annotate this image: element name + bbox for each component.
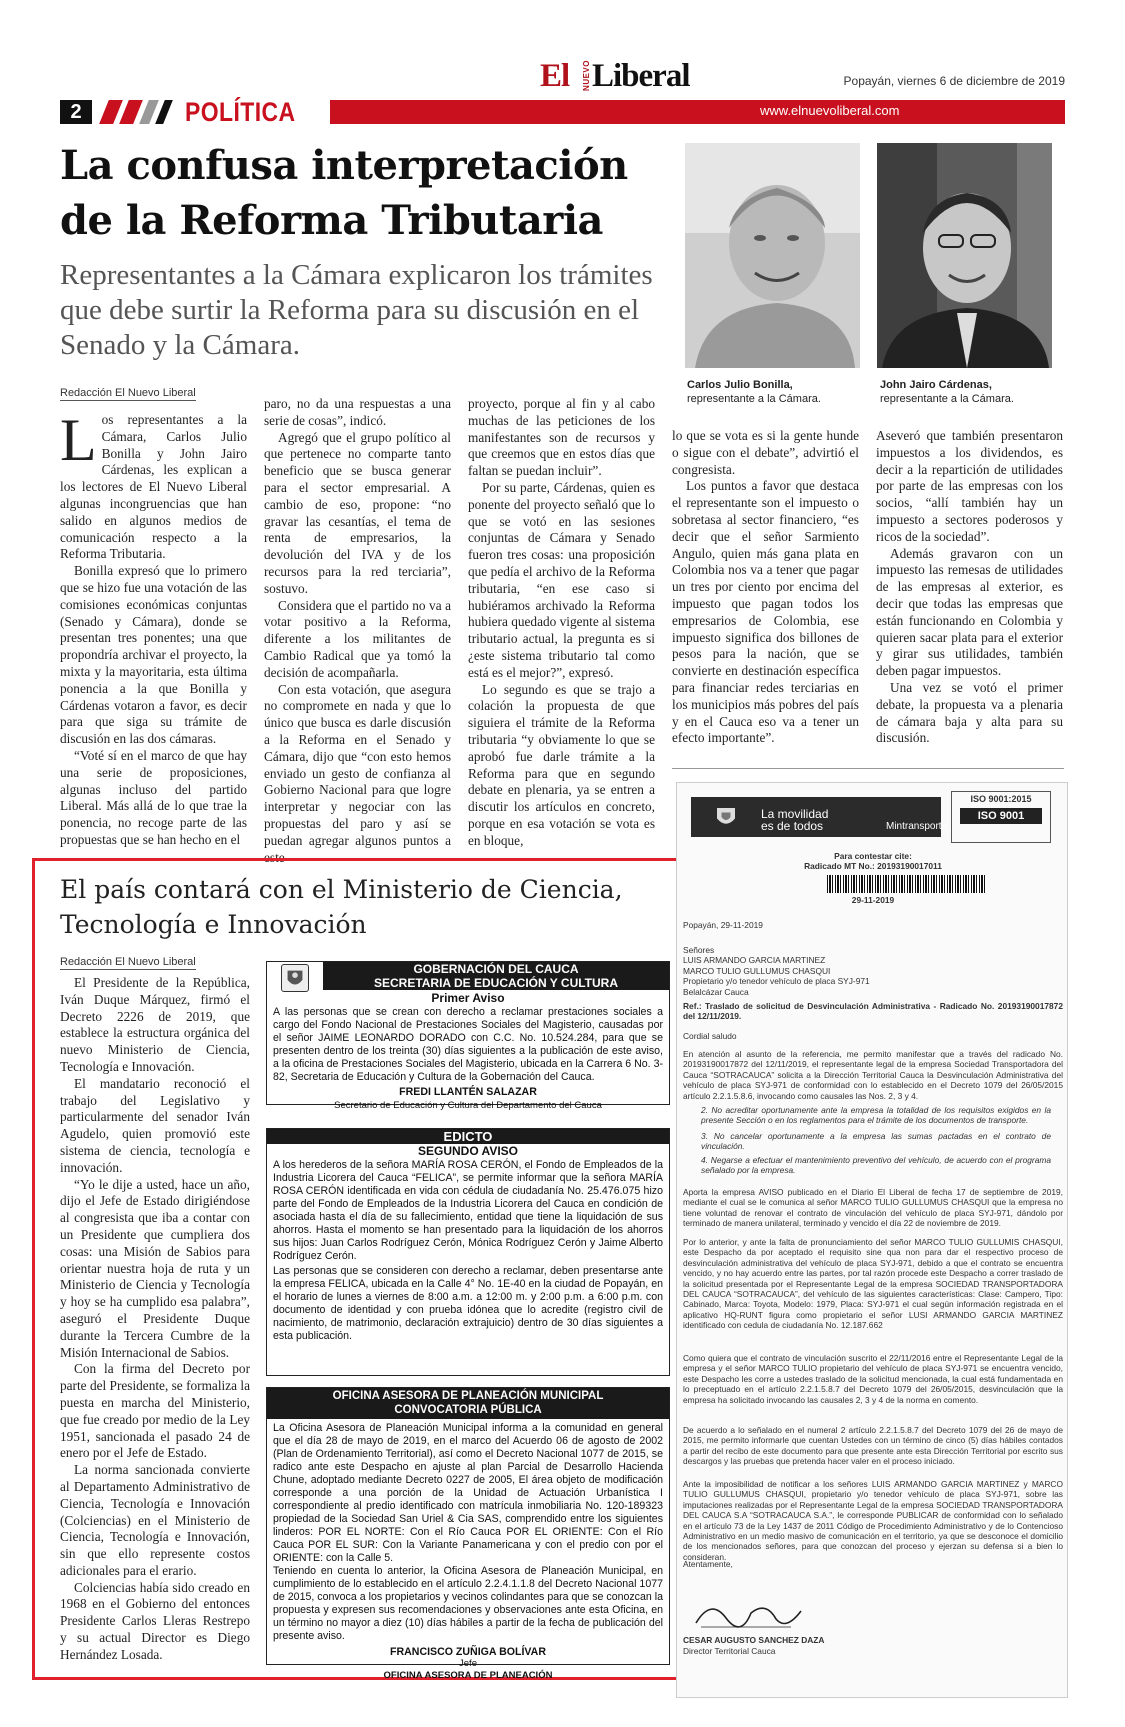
paragraph: Agregó que el grupo político al que pertenece no comparte tanto beneficio que se busca generar para el sector empresarial. A cambio de eso, propone: “no gravar las cesantías, el tema de renta de empresarios, la devolución del IVA y de los recursos para la red terciaria”, sostuvo. xyxy=(264,429,451,596)
notice-body: Teniendo en cuenta lo anterior, la Oficina Asesora de Planeación Municipal, en cumplimiento de lo establecido en el artículo 2.2.4.1.1.8 del Decreto Nacional 1077 de 2015, convoca a los propietarios y vecinos colindantes para que se conozcan la propuesta y expresen sus recomendaciones y observaciones ante esta Oficina, en un término no mayor a diez (10) días hábiles a partir de la fecha de publicación del presente aviso. xyxy=(273,1565,663,1642)
paragraph xyxy=(60,407,247,563)
notice-gobernacion xyxy=(266,961,670,1111)
paragraph: paro, no da una respuestas a una serie de cosas”, indicó. xyxy=(264,396,451,428)
paragraph: Los puntos a favor que destaca el representante son el impuesto o sobretasa al sector financiero, “es decir que el señor Sarmiento Angulo, quien más gana plata en Colombia nos va a tener que pagar un tres por ciento por encima del impuesto que pagan todos los empresarios de Colombia, ese impuesto significa dos billones de pesos para la nación, que se convierte en destinación específica para financiar redes terciarias en los municipios más pobres del país y en el Cauca eso va a tener un efecto importante”. xyxy=(672,478,859,746)
ministry-name: Mintransporte xyxy=(886,821,948,832)
paragraph-text: os representantes a la Cámara, Carlos Julio Bonilla y John Jairo Cárdenas, les explican a los lectores de El Nuevo Liberal algunas incongruencias que han salido en algunos medios de comunicación respecto a la Reforma Tributaria. xyxy=(60,412,247,562)
paragraph: Considera que el partido no va a votar positivo a la Reforma, diferente a los militantes de Cambio Radical que ya tomó la decisión de acompañarla. xyxy=(264,597,451,680)
letter-list-item: 3. No cancelar oportunamente a la empresa las sumas pactadas en el contrato de vinculación. xyxy=(701,1131,1051,1152)
signer-role: Director Territorial Cauca xyxy=(683,1646,776,1656)
paragraph: Colciencias había sido creado en 1968 en el Gobierno del entonces Presidente Carlos Lleras Restrepo y su actual Director es Diego Hernández Losada. xyxy=(60,1579,250,1662)
paragraph: Bonilla expresó que lo primero que se hizo fue una votación de las comisiones económicas conjuntas (Senado y Cámara), donde se presentan tres ponentes; una que propondría archivar el proyecto, la mixta y la mayoritaria, esta última ponencia a la que Bonilla y Cárdenas votaron a favor, es decir para que siga su trámite de discusión en las dos cámaras. xyxy=(60,563,247,747)
signature-image xyxy=(691,1593,811,1633)
slogan-line: es de todos xyxy=(761,819,824,833)
iso-label: ISO 9001:2015 xyxy=(970,794,1032,804)
notice-signer: FRANCISCO ZUÑIGA BOLÍVAR xyxy=(390,1646,546,1658)
notice-body: A los herederos de la señora MARÍA ROSA CERÓN, el Fondo de Empleados de la Industria Licorera del Cauca “FELICA”, se permite informar que la señora MARÍA ROSA CERÓN identificada en vida con cédula de ciudadanía No. 25.476.075 hizo parte del Fondo de Empleados de la Industria Licorera del Cauca en condición de asociada hasta el día de su fallecimiento, entidad que tiene la liquidación de sus ahorros. Hasta el momento se han presentado para la liquidación de los ahorros sus hijos: Juan Carlos Rodríguez Cerón, Mónica Rodríguez Cerón y Jaime Alberto Rodríguez Cerón. xyxy=(273,1159,663,1262)
portrait-image xyxy=(877,143,1052,368)
notice-signer-office: OFICINA ASESORA DE PLANEACIÓN xyxy=(383,1670,553,1681)
article1-column-4 xyxy=(672,428,859,747)
radicado-date: 29-11-2019 xyxy=(851,895,895,905)
notice-signer: FREDI LLANTÉN SALAZAR xyxy=(399,1086,537,1098)
notice-header: GOBERNACIÓN DEL CAUCA xyxy=(323,962,669,976)
caption-name: John Jairo Cárdenas, xyxy=(880,379,992,391)
notice-header: OFICINA ASESORA DE PLANEACIÓN MUNICIPAL xyxy=(267,1388,669,1403)
letter-list-item: 2. No acreditar oportunamente ante la empresa la totalidad de los requisitos exigidos en la presente Sección o en los reglamentos para el trámite de los documentos de transporte. xyxy=(701,1105,1051,1126)
iso-label: ISO 9001 xyxy=(960,808,1042,824)
article1-column-5 xyxy=(876,428,1063,747)
notice-signer-role: Secretario de Educación y Cultura del Departamento del Cauca xyxy=(334,1100,602,1111)
paragraph: Además gravaron con un impuesto las remesas de utilidades de las empresas al exterior, es decir que todas las empresas que están funcionando en Colombia y quieren sacar plata para el exterior y girar sus utilidades, también deben pagar impuestos. xyxy=(876,545,1063,679)
addressee: Señores LUIS ARMANDO GARCIA MARTINEZ MARCO TULIO GULLUMUS CHASQUI Propietario y/o tenedor vehículo de placa SYJ-971 Belalcázar Cauca xyxy=(683,945,870,997)
byline: Redacción El Nuevo Liberal xyxy=(60,387,196,399)
letter-paragraph: Como quiera que el contrato de vinculación suscrito el 22/11/2016 entre el Representante Legal de la empresa y el señor MARCO TULIO propietario del vehículo de placa SYJ-971 se encuentra vencido, este Despacho les corre a ustedes traslado de la solicitud mencionada, la cual está fundamentada en lo preceptuado en el artículo 2.2.1.5.8.7 del Decreto 1079 del 26/05/2015, desvinculación que la empresa ha solicitado invocando las causales 2, 3 y 4 de la norma en comento. xyxy=(683,1353,1063,1405)
article1-column-1 xyxy=(60,407,247,849)
paragraph: “Yo le dije a usted, hace un año, dijo el Jefe de Estado dirigiéndose al congresista que iba a contar con un Presidente que cumpliera dos cosas: una Misión de Sabios para orientar nuestra hoja de ruta y un Ministerio de Ciencia y Tecnología y hoy se ha cumplido esa palabra”, aseguró el Presidente Duque durante la Tercera Cumbre de la Misión Internacional de Sabios. xyxy=(60,1176,250,1360)
photo-caption-1 xyxy=(687,378,862,406)
paragraph: lo que se vota es si la gente hunde o sigue con el debate”, advirtió el congresista. xyxy=(672,428,859,477)
paragraph: El mandatario reconoció el trabajo del Legislativo y particularmente del senador Iván Agudelo, quien promovió este sistema de ciencia, tecnología e innovación. xyxy=(60,1075,250,1175)
iso-certification-badge xyxy=(951,791,1051,843)
paragraph: Una vez se votó el primer debate, la propuesta va a plenaria de cámara baja y alta para su discusión. xyxy=(876,679,1063,746)
notice-header: EDICTO xyxy=(267,1129,669,1144)
drop-cap: L xyxy=(60,407,97,473)
letter-paragraph: En atención al asunto de la referencia, me permito manifestar que a través del radicado No. 20193190017872 del 12/11/2019, el representante legal de la empresa Sociedad Transportadora del Cauca “SOTRACAUCA” solicita a la Dirección Territorial Cauca la Desvinculación Administrativa del vehículo de placa SYJ-971 de conformidad con lo establecido en el Decreto 1079 del 26/05/2015 artículo 2.2.1.5.8.6, invocando como causales las Nos. 2, 3 y 4. xyxy=(683,1049,1063,1101)
notice-header: CONVOCATORIA PÚBLICA xyxy=(267,1403,669,1419)
slogan-line: La movilidad xyxy=(761,807,829,821)
signer-name: CESAR AUGUSTO SANCHEZ DAZA xyxy=(683,1635,825,1645)
paragraph: El Presidente de la República, Iván Duque Márquez, firmó el Decreto 2226 de 2019, que establece la estructura orgánica del nuevo Ministerio de Ciencia, Tecnología e Innovación. xyxy=(60,975,250,1074)
notice-subtitle: Primer Aviso xyxy=(431,991,505,1005)
caption-role: representante a la Cámara. xyxy=(687,393,821,405)
article2-column xyxy=(60,975,250,1664)
article1-column-3 xyxy=(468,396,655,850)
newspaper-logo xyxy=(480,58,710,94)
paragraph: proyecto, porque al fin y al cabo muchas de las peticiones de los manifestantes son de recursos y que creemos que en estos días que faltan se puedan incluir”. xyxy=(468,396,655,479)
paragraph: Por su parte, Cárdenas, quien es ponente del proyecto señaló que lo que se votó en las sesiones conjuntas de Cámara y Senado fueron tres cosas: una proposición que pedía el archivo de la Reforma tributaria, “en ese caso si hubiéramos archivado la Reforma hubiera quedado vigente al sistema tributario actual, la pregunta es si ¿este sistema tributario tal como está es el mejor?”, expresó. xyxy=(468,479,655,680)
paragraph: Con esta votación, que asegura no compromete en nada y que lo único que busca es darle discusión a la Reforma en el Senado y Cámara, dijo que “con esto hemos enviado un gesto de confianza al Gobierno Nacional para que logre interpretar y negociar con las propuestas del paro y así se puedan agregar algunos puntos a este xyxy=(264,681,451,865)
letter-paragraph: Aporta la empresa AVISO publicado en el Diario El Liberal de fecha 17 de septiembre de 2019, mediante el cual se le comunica al señor MARCO TULIO GULLUMUS CHASQUI que la empresa no tiene voluntad de renovar el contrato de vinculación del vehículo de placa SYJ-971, dándolo por terminado de manera unilateral, terminado y vencido el día 22 de noviembre de 2019. xyxy=(683,1187,1063,1229)
letter-slogan xyxy=(761,808,828,832)
article1-column-2 xyxy=(264,396,451,866)
caption-role: representante a la Cámara. xyxy=(880,393,1014,405)
colombia-coat-of-arms-icon xyxy=(711,802,741,832)
notice-planeacion xyxy=(266,1387,670,1681)
section-bar xyxy=(60,97,1065,127)
paragraph: Con la firma del Decreto por parte del Presidente, se formaliza la puesta en marcha del Ministerio, que fue creado por medio de la Ley 1951, sancionada el pasado 24 de enero por el Jefe de Estado. xyxy=(60,1361,250,1461)
greeting: Cordial saludo xyxy=(683,1031,737,1041)
masthead xyxy=(60,52,1065,127)
paragraph: La norma sancionada convierte al Departamento Administrativo de Ciencia, Tecnología e Innovación (Colciencias) en el Ministerio de Ciencia, Tecnología e Innovación, sin que ello represente costos adicionales para el erario. xyxy=(60,1462,250,1578)
page-number: 2 xyxy=(60,100,92,124)
section-title: POLÍTICA xyxy=(185,97,296,127)
portrait-image xyxy=(685,143,860,368)
coat-of-arms-icon xyxy=(281,964,309,992)
notice-header: SECRETARIA DE EDUCACIÓN Y CULTURA xyxy=(323,976,669,990)
article2-title: El país contará con el Ministerio de Ciencia, Tecnología e Innovación xyxy=(60,875,623,939)
reply-reference xyxy=(683,851,1063,872)
logo-el: El xyxy=(540,58,570,94)
letter-paragraph: Por lo anterior, y ante la falta de pronunciamiento del señor MARCO TULIO GULLUMIS CHASQUI, este Despacho da por aceptado el requisito sine qua non para dar el respectivo proceso de desvinculación administrativa del vehículo de placa SYJ-971, debido a que el contrato se encuentra vencido, y no hay acuerdo entre las partes, por tal razón procede este Despacho a correr traslado de la solicitud presentada por el Representante Legal de la empresa SOCIEDAD TRANSPORTADORA DEL CAUCA “SOTRACAUCA”, del vehículo de las siguientes características: Clase: Campero, Tipo: Cabinado, Marca: Toyota, Modelo: 1979, Placa: SYJ-971 el cual según información registrada en el aplicativo HQ-RUNT figura como propietario el señor LUSI ARMANDO GARCIA MARTINEZ identificado con cedula de ciudadanía No. 12.187.662 xyxy=(683,1237,1063,1331)
notice-body: Las personas que se consideren con derecho a reclamar, deben presentarse ante la empresa FELICA, ubicada en la Calle 4° No. 1E-40 en la ciudad de Popayán, en el horario de lunes a viernes de 8:00 a.m. a 12:00 m. y 2:00 p.m. a 6:00 p.m. con documento de identidad y con prueba idónea que lo acredite (registro civil de nacimiento, de matrimonio, declaración extrajuicio) dentro de 30 días siguientes a esta publicación. xyxy=(273,1265,663,1342)
section-bar-red xyxy=(330,100,1065,124)
letter-paragraph: Ante la imposibilidad de notificar a los señores LUIS ARMANDO GARCIA MARTINEZ y MARCO TULIO GULLUMUS CHASQUI, propietario y/o tenedor vehículo de placa SYJ-971, sobre las imputaciones realizadas por el Representante Legal de la empresa SOCIEDAD TRANSPORTADORA DEL CAUCA S.A “SOTRACAUCA S.A.”, le corresponde PUBLICAR de conformidad con lo señalado en el artículo 73 de la Ley 1437 de 2011 Código de Procedimiento Administrativo y de lo Contencioso Administrativo en un medio masivo de comunicación en el territorio, ya que se desconoce el domicilio de los mencionados señores, para que conozcan del proceso y ejerzan su defensa si a bien lo consideran. xyxy=(683,1479,1063,1562)
photo-carlos-julio-bonilla xyxy=(685,143,860,368)
letter-list-item: 4. Negarse a efectuar el mantenimiento preventivo del vehículo, de acuerdo con el programa señalado por la empresa. xyxy=(701,1155,1051,1176)
barcode xyxy=(827,875,987,893)
notice-body: La Oficina Asesora de Planeación Municipal informa a la comunidad en general que el día 28 de mayo de 2019, en el marco del Acuerdo 06 de agosto de 2002 (Plan de Ordenamiento Territorial), así como el Decreto Nacional 1077 de 2015, se radico ante este Despacho en ajuste al plan Parcial de Desarrollo Hacienda Chune, adoptado mediante Decreto 0227 de 2005, El área objeto de modificación corresponde a una porción de la Unidad de Actuación Urbanística I correspondiente al predio identificado con matrícula inmobiliaria No. 120-189323 propiedad de la Sociedad San Uriel & Cia SAS, comprendido entre los siguientes linderos: POR EL NORTE: Con el Río Cauca POR EL ORIENTE: Con el Río Cauca POR EL SUR: Con la Variante Panamericana y con el predio con por el ORIENTE: con la Calle 5. xyxy=(273,1422,663,1564)
article-title: La confusa interpretación de la Reforma Tributaria xyxy=(60,142,628,244)
notice-subtitle: SEGUNDO AVISO xyxy=(417,1144,518,1158)
article-subtitle: Representantes a la Cámara explicaron los trámites que debe surtir la Reforma para su discusión en el Senado y la Cámara. xyxy=(60,259,653,361)
photo-caption-2 xyxy=(880,378,1055,406)
closing: Atentamente, xyxy=(683,1559,733,1569)
letter-paragraph: De acuerdo a lo señalado en el numeral 2 artículo 2.2.1.5.8.7 del Decreto 1079 del 26 de mayo de 2015, me permito informarle que cuentan Ustedes con un término de cinco (5) días hábiles contados a partir del recibo de este documento para que presente ante esta Dirección Territorial por escrito sus descargos y las pruebas que pretenda hacer valer en el proceso iniciado. xyxy=(683,1425,1063,1467)
paragraph: Lo segundo es que se trajo a colación la propuesta de que siguiera el trámite de la Reforma tributaria “y obviamente lo que se aprobó fue darle trámite a la Reforma para que en segundo debate en plenaria, ya se entren a discutir los artículos en concreto, porque en esa votación se vota es en bloque, xyxy=(468,681,655,848)
notice-signer-role: Jefe xyxy=(459,1658,477,1669)
notice-body: A las personas que se crean con derecho a reclamar prestaciones sociales a cargo del Fondo Nacional de Prestaciones Sociales del Magisterio, causadas por el señor JAIME LEONARDO DORADO con C.C. No. 10.524.284, para que se presenten dentro de los treinta (30) días siguientes a la publicación de este aviso, a la oficina de Prestaciones Sociales del Magisterio, ubicada en la Carrera 6 No. 3-82, Secretaria de Educación y Cultura de la Gobernación del Cauca. xyxy=(273,1006,663,1083)
paragraph: Aseveró que también presentaron impuestos a los dividendos, es decir a la repartición de utilidades por parte de las empresas con los socios, “allí también hay un impuesto a sectores poderosos y ricos de la sociedad”. xyxy=(876,428,1063,544)
logo-liberal: Liberal xyxy=(592,58,690,94)
logo-nuevo: NUEVO xyxy=(582,60,591,91)
divider xyxy=(672,768,1064,769)
mintransporte-letter xyxy=(676,782,1068,1698)
reply-label: Para contestar cite: xyxy=(834,851,912,861)
bar-stripe xyxy=(155,100,173,124)
radicado-number: Radicado MT No.: 20193190017011 xyxy=(804,861,942,872)
place-date: Popayán, 29-11-2019 xyxy=(683,920,763,930)
letter-header-band xyxy=(691,797,948,837)
photo-john-jairo-cardenas xyxy=(877,143,1052,368)
reference: Ref.: Traslado de solicitud de Desvinculación Administrativa - Radicado No. 20193190017872 del 12/11/2019. xyxy=(683,1001,1063,1022)
paragraph: “Voté sí en el marco de que hay una serie de proposiciones, algunas incluso del partido Liberal. Más allá de lo que trae la ponencia, no recoge parte de las propuestas que se han hecho en el xyxy=(60,747,247,847)
dateline: Popayán, viernes 6 de diciembre de 2019 xyxy=(843,74,1065,88)
site-url[interactable]: www.elnuevoliberal.com xyxy=(760,103,900,118)
notice-edicto xyxy=(266,1128,670,1376)
caption-name: Carlos Julio Bonilla, xyxy=(687,379,793,391)
article2-byline: Redacción El Nuevo Liberal xyxy=(60,956,196,968)
